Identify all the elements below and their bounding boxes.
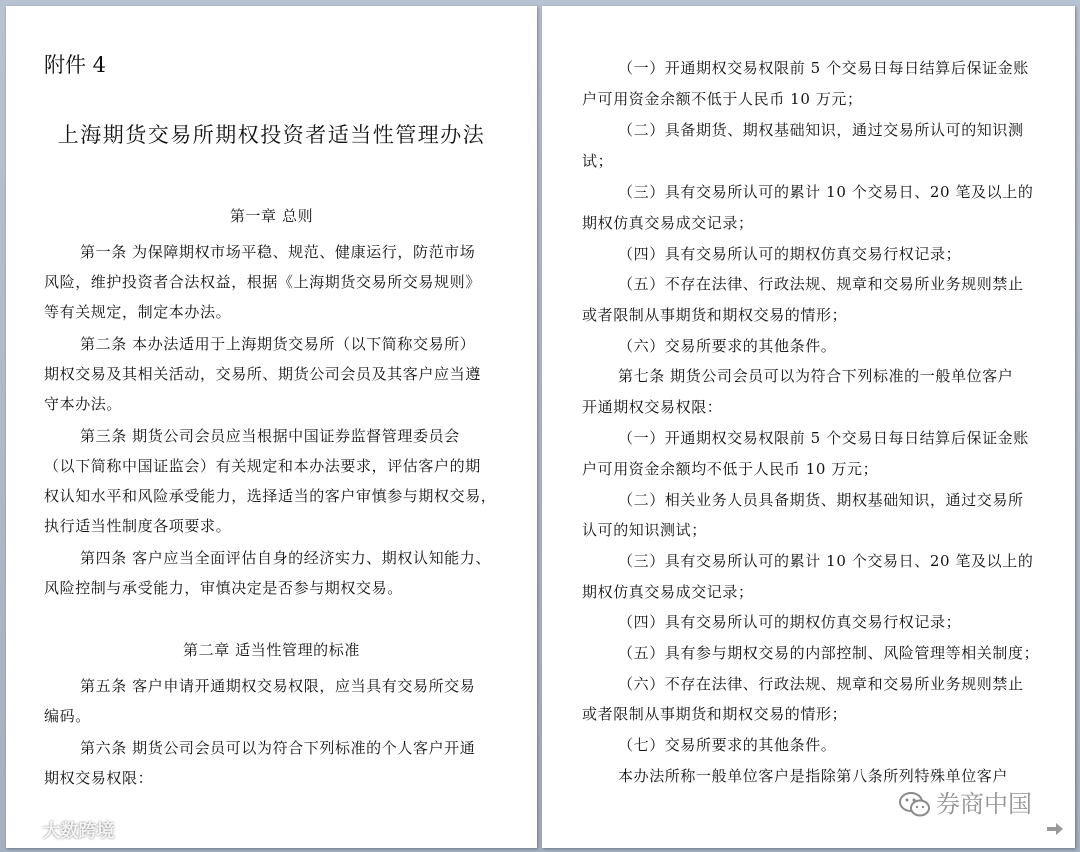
text-line: 期权仿真交易成交记录； — [582, 583, 754, 601]
watermark-left — [8, 818, 158, 846]
next-arrow-icon[interactable] — [1046, 822, 1064, 836]
text-line: （六）交易所要求的其他条件。 — [618, 337, 837, 355]
text-line: 执行适当性制度各项要求。 — [44, 517, 232, 535]
text-line: （四）具有交易所认可的期权仿真交易行权记录； — [618, 245, 962, 263]
text-line: （七）交易所要求的其他条件。 — [618, 736, 837, 754]
text-line: （一）开通期权交易权限前 5 个交易日每日结算后保证金账 — [618, 429, 1029, 447]
text-line: 本办法所称一般单位客户是指除第八条所列特殊单位客户 — [618, 767, 1009, 785]
text-line: 第六条 期货公司会员可以为符合下列标准的个人客户开通 — [80, 739, 476, 757]
text-line: 权认知水平和风险承受能力，选择适当的客户审慎参与期权交易， — [44, 487, 497, 505]
text-line: 第七条 期货公司会员可以为符合下列标准的一般单位客户 — [618, 367, 1014, 385]
document-page-right — [542, 6, 1075, 848]
text-line: 认可的知识测试； — [582, 521, 707, 539]
text-line: 第四条 客户应当全面评估自身的经济实力、期权认知能力、 — [80, 549, 491, 567]
text-line: 户可用资金余额均不低于人民币 10 万元； — [582, 460, 879, 478]
text-line: 第一条 为保障期权市场平稳、规范、健康运行，防范市场 — [80, 243, 476, 261]
text-line: （三）具有交易所认可的累计 10 个交易日、20 笔及以上的 — [618, 183, 1034, 201]
watermark-left-text: 大数跨境 — [42, 821, 115, 842]
text-line: 或者限制从事期货和期权交易的情形； — [582, 705, 848, 723]
text-line: （以下简称中国证监会）有关规定和本办法要求，评估客户的期 — [44, 457, 481, 475]
text-line: 第五条 客户申请开通期权交易权限，应当具有交易所交易 — [80, 677, 476, 695]
text-line: 期权交易及其相关活动，交易所、期货公司会员及其客户应当遵 — [44, 365, 481, 383]
chapter-heading: 第二章 适当性管理的标准 — [183, 641, 360, 659]
weibo-logo-icon — [8, 825, 38, 841]
text-line: （三）具有交易所认可的累计 10 个交易日、20 笔及以上的 — [618, 552, 1034, 570]
text-line: 风险，维护投资者合法权益，根据《上海期货交易所交易规则》 — [44, 273, 481, 291]
text-line: （五）具有参与期权交易的内部控制、风险管理等相关制度； — [618, 644, 1040, 662]
text-line: （二）相关业务人员具备期货、期权基础知识，通过交易所 — [618, 491, 1024, 509]
text-line: 或者限制从事期货和期权交易的情形； — [582, 306, 848, 324]
text-line: 试； — [582, 152, 614, 170]
text-line: 期权仿真交易成交记录； — [582, 214, 754, 232]
text-line: 守本办法。 — [44, 395, 123, 413]
document-page-left — [6, 6, 537, 848]
text-line: 等有关规定，制定本办法。 — [44, 303, 232, 321]
text-line: 第三条 期货公司会员应当根据中国证券监督管理委员会 — [80, 427, 460, 445]
text-line: （五）不存在法律、行政法规、规章和交易所业务规则禁止 — [618, 275, 1024, 293]
watermark-right — [898, 784, 1032, 824]
attachment-label: 附件 4 — [44, 53, 107, 77]
text-line: 期权交易权限： — [44, 769, 154, 787]
text-line: 开通期权交易权限： — [582, 398, 723, 416]
text-line: （一）开通期权交易权限前 5 个交易日每日结算后保证金账 — [618, 59, 1029, 77]
text-line: 户可用资金余额不低于人民币 10 万元； — [582, 90, 863, 108]
text-line: （二）具备期货、期权基础知识，通过交易所认可的知识测 — [618, 121, 1024, 139]
chapter-heading: 第一章 总则 — [229, 207, 314, 225]
watermark-right-text: 券商中国 — [936, 790, 1032, 818]
text-line: （四）具有交易所认可的期权仿真交易行权记录； — [618, 613, 962, 631]
document-title: 上海期货交易所期权投资者适当性管理办法 — [57, 123, 486, 147]
text-line: 第二条 本办法适用于上海期货交易所（以下简称交易所） — [80, 335, 476, 353]
text-line: 风险控制与承受能力，审慎决定是否参与期权交易。 — [44, 579, 403, 597]
wechat-logo-icon — [898, 791, 932, 819]
text-line: 编码。 — [44, 707, 91, 725]
text-line: （六）不存在法律、行政法规、规章和交易所业务规则禁止 — [618, 675, 1024, 693]
